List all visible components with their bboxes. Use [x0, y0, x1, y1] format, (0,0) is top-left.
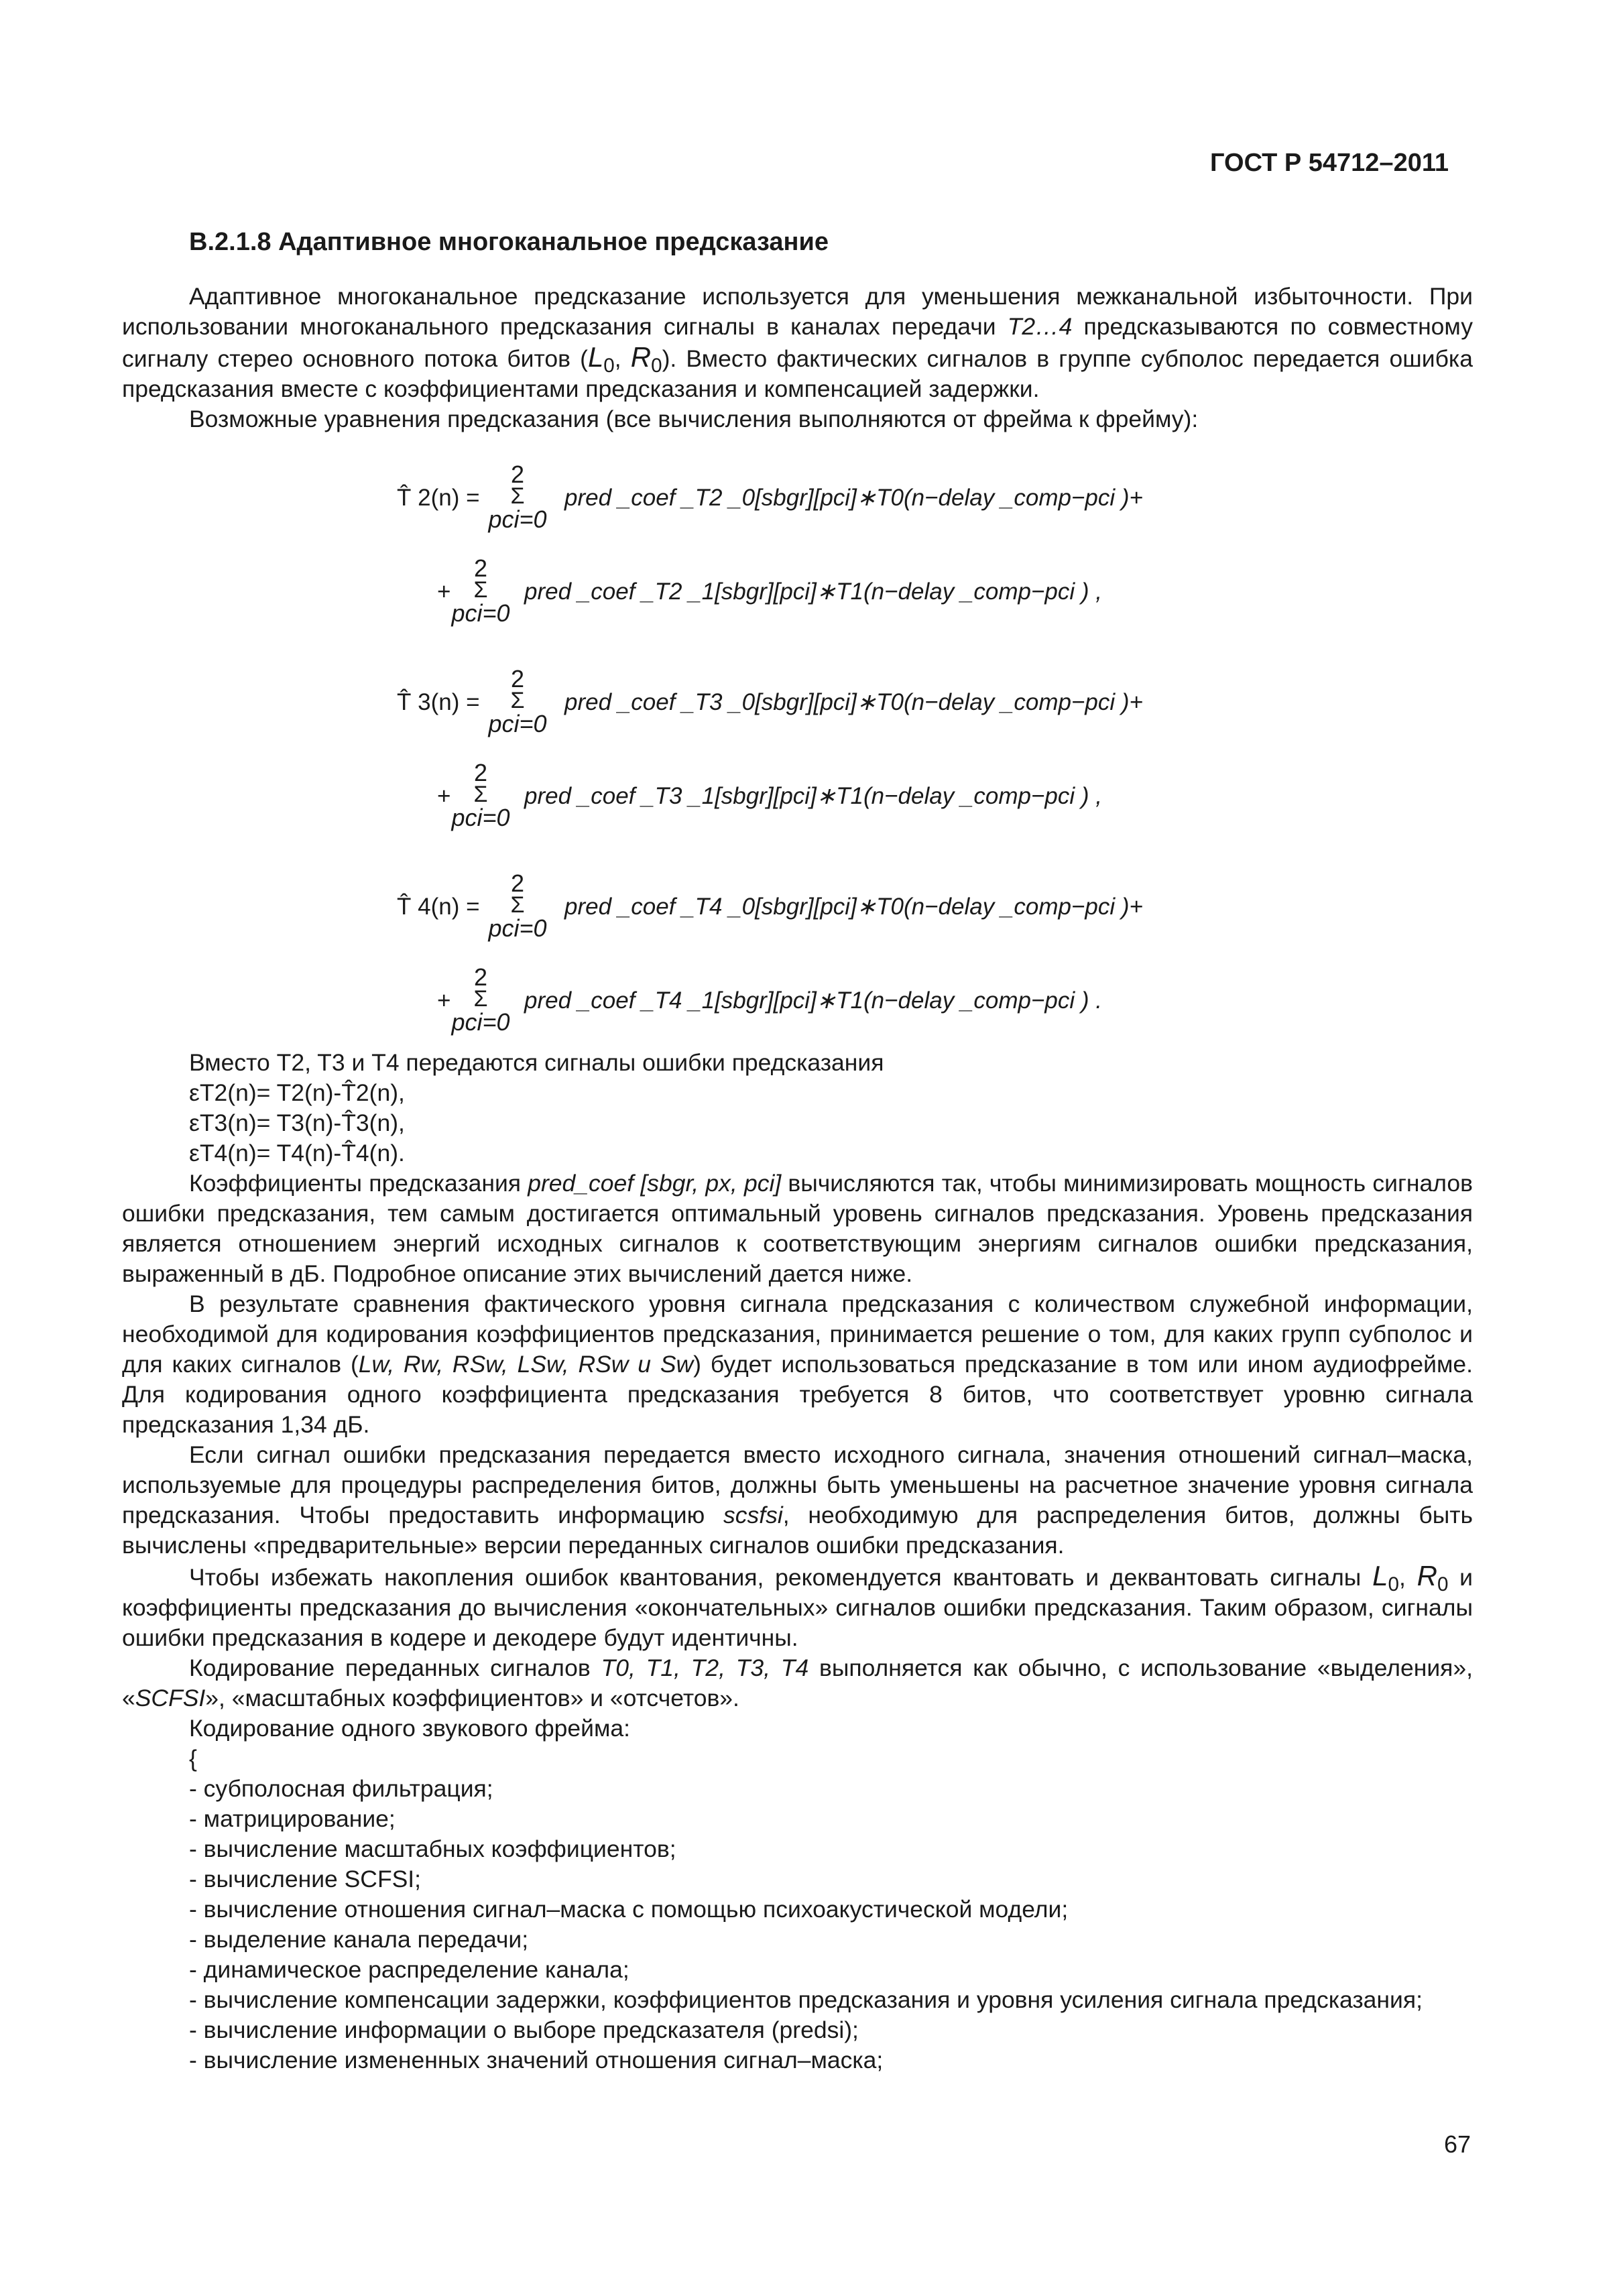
step-item: - субполосная фильтрация; [189, 1775, 493, 1802]
step-item: - вычисление масштабных коэффициентов; [189, 1835, 676, 1862]
text-run: », «масштабных коэффициентов» и «отсчетов». [205, 1685, 739, 1711]
r0-subscript: 0 [651, 355, 662, 377]
sigma-symbol: Σ [510, 892, 525, 918]
equation-plus: + [437, 783, 451, 809]
sum-upper-limit: 2 [510, 665, 525, 692]
equation-t3-part1 [397, 667, 1268, 741]
step-item: - динамическое распределение канала; [189, 1956, 629, 1983]
text-run: Коэффициенты предсказания [189, 1170, 528, 1197]
equation-t4-part1 [397, 871, 1268, 945]
text-run: Кодирование переданных сигналов [189, 1654, 601, 1681]
sigma-symbol: Σ [510, 688, 525, 713]
summation [487, 463, 548, 533]
paragraph-comparison [122, 1289, 1473, 1440]
page-number: 67 [1444, 2130, 1471, 2158]
error-signal-t3: εT3(n)= T3(n)-T̂3(n), [189, 1109, 405, 1136]
step-item: - вычисление информации о выборе предсказателя (predsi); [189, 2016, 859, 2043]
text-run: Чтобы избежать накопления ошибок квантования, рекомендуется квантовать и деквантовать сигналы [189, 1564, 1373, 1591]
sum-upper-limit: 2 [473, 963, 488, 991]
step-item: - вычисление измененных значений отношения сигнал–маска; [189, 2047, 884, 2073]
channels-ref: T2…4 [1007, 313, 1073, 340]
paragraph-coefficients [122, 1168, 1473, 1289]
summation [450, 761, 511, 831]
intro-text-a: Адаптивное многоканальное предсказание используется для уменьшения межканальной избыточности. При использовании многоканального предсказания сигналы в каналах передачи [122, 283, 1473, 340]
equation-t2-part2 [437, 556, 1309, 630]
step-item: - вычисление SCFSI; [189, 1866, 422, 1892]
sum-lower-limit: pci=0 [488, 914, 547, 942]
l0-symbol: L [1372, 1560, 1388, 1591]
sigma-symbol: Σ [473, 577, 488, 603]
sum-lower-limit: pci=0 [451, 599, 510, 627]
sigma-symbol: Σ [510, 483, 525, 509]
intro-paragraph-2: Возможные уравнения предсказания (все вычисления выполняются от фрейма к фрейму): [189, 406, 1199, 432]
text-run: вычисляются так, чтобы минимизировать мощность сигналов ошибки предсказания, тем самым достигается оптимальный уровень сигналов предсказания. Уровень предсказания является отношением энергий исходных сигналов к соответствующим энергиям сигналов ошибки предсказания, выраженный в дБ. Подробное описание этих вычислений дается ниже. [122, 1170, 1473, 1287]
equation-term: pred _coef _T4 _1[sbgr][pci]∗T1(n−delay _comp−pci ) . [524, 987, 1102, 1014]
sum-upper-limit: 2 [510, 869, 525, 897]
sum-lower-limit: pci=0 [488, 710, 547, 737]
summation [450, 965, 511, 1036]
equation-lhs: T̂ 3(n) = [397, 689, 480, 715]
sum-lower-limit: pci=0 [488, 505, 547, 533]
intro-block [122, 282, 1473, 434]
l0-subscript: 0 [1388, 1573, 1399, 1596]
intro-paragraph-1: Адаптивное многоканальное предсказание используется для уменьшения межканальной избыточности. При использовании многоканального предсказания сигналы в каналах передачи T2…4 предсказываются по совместному сигналу стерео основного потока битов ($L_0$, $R_0$). Вместо фактических сигналов в группе субполос передается ошибка предсказания вместе с коэффициентами предсказания и компенсацией задержки. [122, 283, 1473, 402]
paragraph-quantization: Чтобы избежать накопления ошибок квантования, рекомендуется квантовать и деквантовать сигналы $L_0$, $R_0$ и коэффициенты предсказания до вычисления «окончательных» сигналов ошибки предсказания. Таким образом, сигналы ошибки предсказания в кодере и декодере будут идентичны. [122, 1560, 1474, 1651]
r0-subscript: 0 [1437, 1573, 1449, 1596]
equation-term: pred _coef _T4 _0[sbgr][pci]∗T0(n−delay _comp−pci )+ [564, 894, 1143, 920]
text-run: и коэффициенты предсказания до вычисления «окончательных» сигналов ошибки предсказания. Таким образом, сигналы ошибки предсказания в кодере и декодере будут идентичны. [122, 1564, 1474, 1651]
sum-upper-limit: 2 [473, 554, 488, 582]
sum-upper-limit: 2 [473, 759, 488, 786]
r0-symbol: R [630, 341, 652, 373]
equation-term: pred _coef _T3 _0[sbgr][pci]∗T0(n−delay _comp−pci )+ [564, 689, 1143, 715]
equation-term: pred _coef _T2 _1[sbgr][pci]∗T1(n−delay _comp−pci ) , [524, 579, 1102, 605]
paragraph-encoding [122, 1653, 1473, 1713]
equation-lhs: T̂ 2(n) = [397, 485, 480, 511]
equation-t4-part2 [437, 965, 1309, 1039]
equation-term: pred _coef _T3 _1[sbgr][pci]∗T1(n−delay _comp−pci ) , [524, 783, 1102, 809]
frame-encoding-title: Кодирование одного звукового фрейма: [189, 1715, 631, 1742]
text-run: , необходимую для распределения битов, должны быть вычислены «предварительные» версии переданных сигналов ошибки предсказания. [122, 1502, 1474, 1559]
error-signal-t2: εT2(n)= T2(n)-T̂2(n), [189, 1079, 405, 1106]
sum-upper-limit: 2 [510, 461, 525, 488]
step-item: - матрицирование; [189, 1805, 396, 1832]
standard-header: ГОСТ Р 54712–2011 [1210, 149, 1449, 177]
summation [450, 556, 511, 627]
text-run: Если сигнал ошибки предсказания передается вместо исходного сигнала, значения отношений сигнал–маска, используемые для процедуры распределения битов, должны быть уменьшены на расчетное значение уровня сигнала предсказания. Чтобы предоставить информацию [122, 1441, 1473, 1528]
pred-coef-ref: pred_coef [sbgr, px, pci] [528, 1170, 782, 1197]
equation-t3-part2 [437, 761, 1309, 835]
equation-t2-part1 [397, 463, 1268, 536]
sigma-symbol: Σ [473, 782, 488, 807]
equation-lhs: T̂ 4(n) = [397, 894, 480, 920]
equation-plus: + [437, 987, 451, 1014]
scsfsi-ref: scsfsi [723, 1502, 783, 1528]
scfsi-ref: SCFSI [135, 1685, 206, 1711]
step-item: - вычисление отношения сигнал–маска с помощью психоакустической модели; [189, 1896, 1069, 1923]
step-item: - выделение канала передачи; [189, 1926, 529, 1953]
intro-text-b: предсказываются по совместному сигналу стерео основного потока битов ( [122, 313, 1473, 372]
text-run: ) будет использоваться предсказание в том или ином аудиофрейме. Для кодирования одного коэффициента предсказания требуется 8 битов, что соответствует уровню сигнала предсказания 1,34 дБ. [122, 1351, 1473, 1438]
sum-lower-limit: pci=0 [451, 804, 510, 831]
equation-term: pred _coef _T2 _0[sbgr][pci]∗T0(n−delay _comp−pci )+ [564, 485, 1143, 511]
text-run: В результате сравнения фактического уровня сигнала предсказания с количеством служебной информации, необходимой для кодирования коэффициентов предсказания, принимается решение о том, для каких групп субполос и для каких сигналов ( [122, 1290, 1473, 1378]
sigma-symbol: Σ [473, 986, 488, 1012]
summation [487, 871, 548, 942]
step-item: - вычисление компенсации задержки, коэффициентов предсказания и уровня усиления сигнала предсказания; [189, 1986, 1423, 2013]
section-title: В.2.1.8 Адаптивное многоканальное предсказание [189, 228, 829, 256]
brace-open: { [189, 1745, 197, 1772]
intro-text-c: ). Вместо фактических сигналов в группе субполос передается ошибка предсказания вместе с коэффициентами предсказания и компенсацией задержки. [122, 345, 1473, 402]
l0-symbol: L [587, 341, 604, 373]
text-run: выполняется как обычно, с использование «выделения», « [122, 1654, 1474, 1711]
paragraph-error-signal [122, 1440, 1473, 1561]
sum-lower-limit: pci=0 [451, 1008, 510, 1036]
errors-intro: Вместо T2, T3 и T4 передаются сигналы ошибки предсказания [189, 1049, 884, 1076]
error-signal-t4: εT4(n)= T4(n)-T̂4(n). [189, 1140, 405, 1166]
main-text [122, 1048, 1473, 2075]
l0-subscript: 0 [603, 355, 615, 377]
signal-list: Lw, Rw, RSw, LSw, RSw и Sw [358, 1351, 694, 1378]
equation-plus: + [437, 579, 451, 605]
summation [487, 667, 548, 737]
r0-symbol: R [1417, 1560, 1437, 1591]
transmitted-signals: T0, T1, T2, T3, T4 [601, 1654, 809, 1681]
